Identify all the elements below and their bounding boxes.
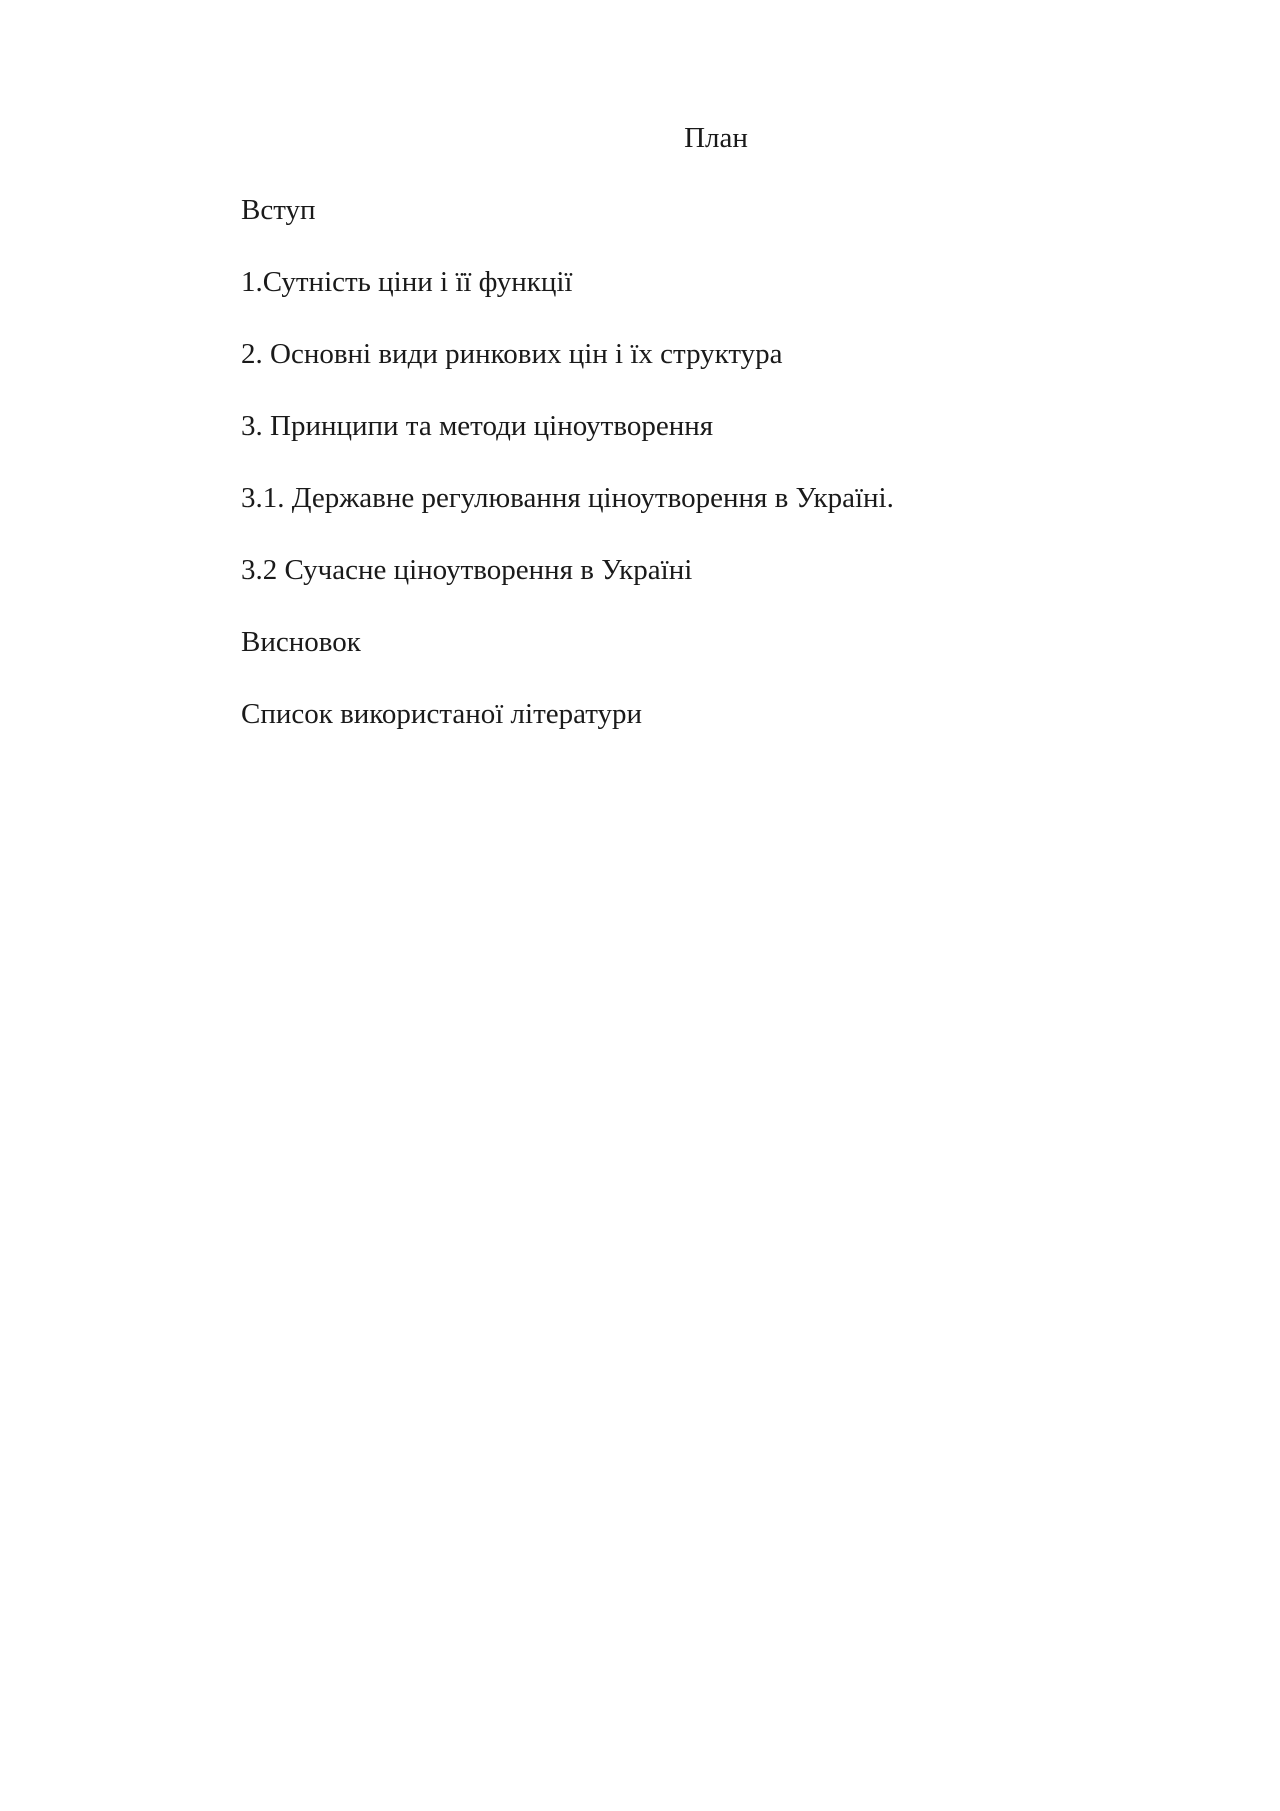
toc-item-3-2: 3.2 Сучасне ціноутворення в Україні <box>241 554 693 586</box>
page-title: План <box>684 122 748 154</box>
toc-item-references: Список використаної літератури <box>241 698 643 730</box>
toc-item-intro: Вступ <box>241 194 316 226</box>
toc-item-1: 1.Сутність ціни і її функції <box>241 266 573 298</box>
table-of-contents <box>241 190 894 766</box>
toc-item-3: 3. Принципи та методи ціноутворення <box>241 410 714 442</box>
toc-item-3-1: 3.1. Державне регулювання ціноутворення в Україні. <box>241 482 894 514</box>
toc-item-2: 2. Основні види ринкових цін і їх структура <box>241 338 783 370</box>
toc-item-conclusion: Висновок <box>241 626 361 658</box>
